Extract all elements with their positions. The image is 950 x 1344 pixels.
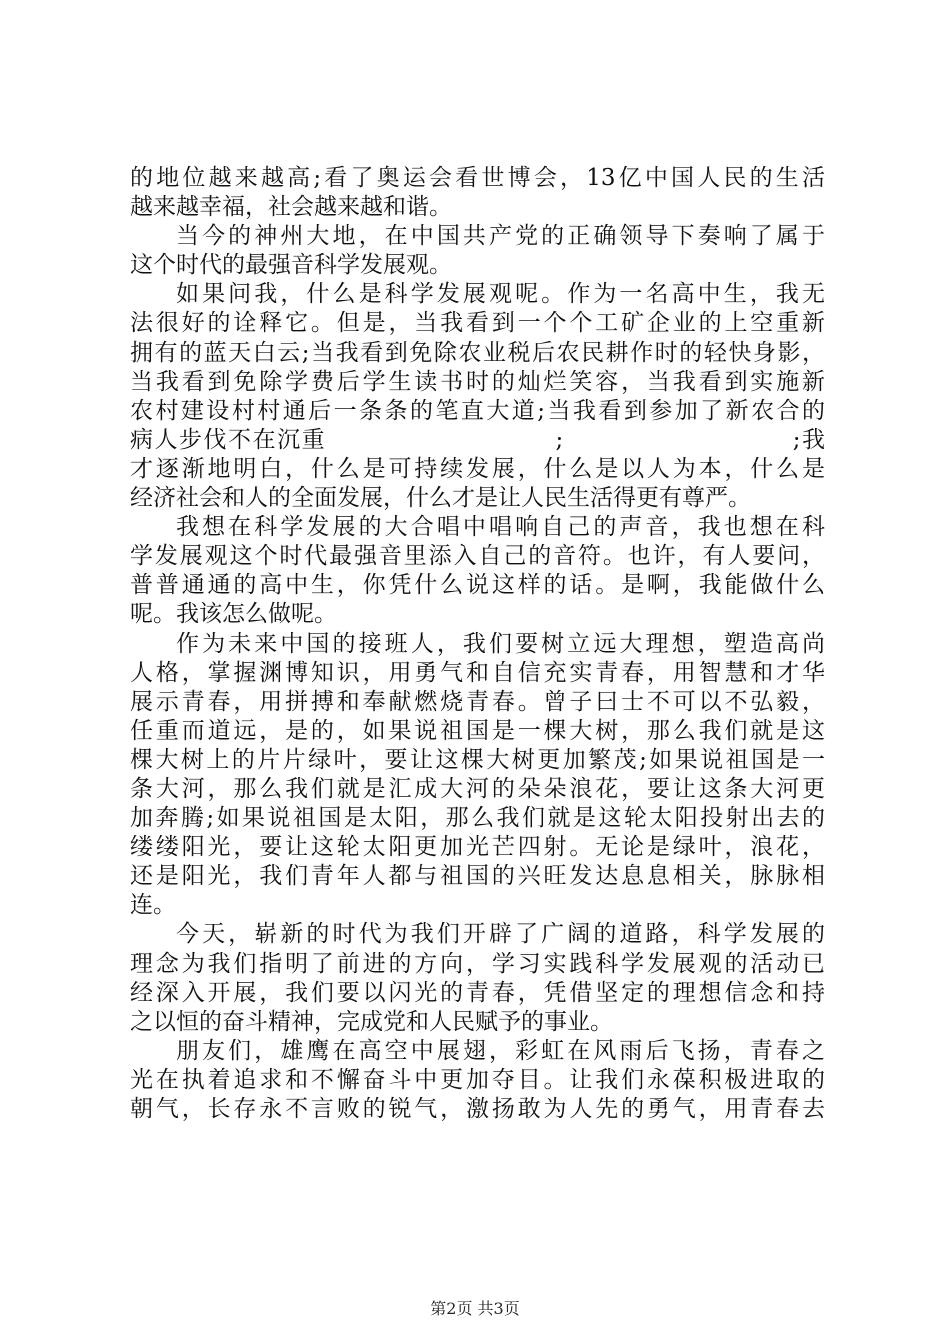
text-line: 农村建设村村通后一条条的笔直大道;当我看到参加了新农合的 <box>130 397 825 424</box>
document-body <box>130 164 825 1124</box>
text-line: 朝气，长存永不言败的锐气，激扬敢为人先的勇气，用青春去 <box>130 1096 825 1122</box>
text-line: 如果问我，什么是科学发展观呢。作为一名高中生，我无 <box>176 281 825 308</box>
text-line: 当今的神州大地，在中国共产党的正确领导下奏响了属于 <box>176 223 825 250</box>
text-line: 今天，崭新的时代为我们开辟了广阔的道路，科学发展的 <box>176 921 825 948</box>
text-line: 展示青春，用拼搏和奉献燃烧青春。曾子曰士不可以不弘毅， <box>130 688 825 715</box>
text-line: 普普通通的高中生，你凭什么说这样的话。是啊，我能做什么 <box>130 572 825 599</box>
text-line: 病人步伐不在沉重 ; ;我 <box>130 426 825 453</box>
paragraph <box>130 513 825 629</box>
paragraph <box>130 164 825 222</box>
paragraph <box>130 280 825 513</box>
text-line: 呢。我该怎么做呢。 <box>130 601 337 628</box>
text-line: 理念为我们指明了前进的方向，学习实践科学发展观的活动已 <box>130 950 825 977</box>
text-line: 经深入开展，我们要以闪光的青春，凭借坚定的理想信念和持 <box>130 979 825 1006</box>
text-line: 当我看到免除学费后学生读书时的灿烂笑容，当我看到实施新 <box>130 368 825 395</box>
text-line: 任重而道远，是的，如果说祖国是一棵大树，那么我们就是这 <box>130 717 825 744</box>
text-line: 的地位越来越高;看了奥运会看世博会，13亿中国人民的生活 <box>130 165 825 191</box>
page-number-label: 第2页 共3页 <box>430 1299 520 1318</box>
text-line: 还是阳光，我们青年人都与祖国的兴旺发达息息相关，脉脉相 <box>130 863 825 890</box>
text-line: 之以恒的奋斗精神，完成党和人民赋予的事业。 <box>130 1008 613 1035</box>
text-line: 棵大树上的片片绿叶，要让这棵大树更加繁茂;如果说祖国是一 <box>130 746 825 773</box>
paragraph <box>130 222 825 280</box>
text-line: 法很好的诠释它。但是，当我看到一个个工矿企业的上空重新 <box>130 310 825 337</box>
text-line: 条大河，那么我们就是汇成大河的朵朵浪花，要让这条大河更 <box>130 775 825 802</box>
page-footer <box>0 1296 950 1319</box>
paragraph <box>130 630 825 921</box>
text-line: 朋友们，雄鹰在高空中展翅，彩虹在风雨后飞扬，青春之 <box>176 1037 825 1064</box>
text-line: 拥有的蓝天白云;当我看到免除农业税后农民耕作时的轻快身影， <box>130 339 825 366</box>
text-line: 越来越幸福，社会越来越和谐。 <box>130 194 452 221</box>
text-line: 人格，掌握渊博知识，用勇气和自信充实青春，用智慧和才华 <box>130 659 825 686</box>
text-line: 学发展观这个时代最强音里添入自己的音符。也许，有人要问， <box>130 543 825 570</box>
text-line: 这个时代的最强音科学发展观。 <box>130 252 452 279</box>
text-line: 加奔腾;如果说祖国是太阳，那么我们就是这轮太阳投射出去的 <box>130 805 825 832</box>
text-line: 连。 <box>130 892 176 919</box>
text-line: 缕缕阳光，要让这轮太阳更加光芒四射。无论是绿叶，浪花， <box>130 834 825 861</box>
text-line: 我想在科学发展的大合唱中唱响自己的声音，我也想在科 <box>176 514 825 541</box>
text-line: 才逐渐地明白，什么是可持续发展，什么是以人为本，什么是 <box>130 455 825 482</box>
text-line: 光在执着追求和不懈奋斗中更加夺目。让我们永葆积极进取的 <box>130 1066 825 1093</box>
paragraph <box>130 1037 825 1124</box>
paragraph <box>130 920 825 1036</box>
text-line: 作为未来中国的接班人，我们要树立远大理想，塑造高尚 <box>176 630 825 657</box>
text-line: 经济社会和人的全面发展，什么才是让人民生活得更有尊严。 <box>130 485 751 512</box>
